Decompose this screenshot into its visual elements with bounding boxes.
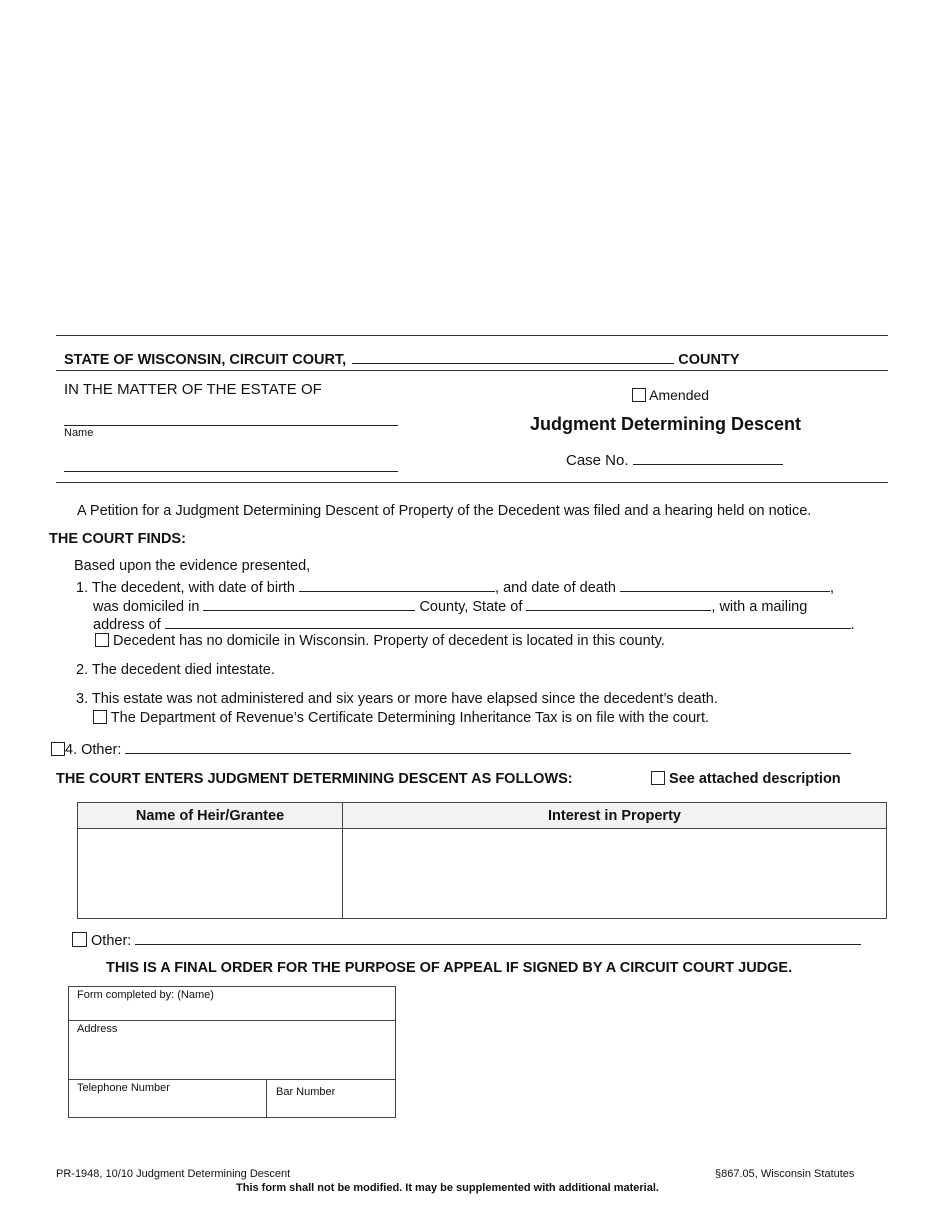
other-finding-field[interactable] <box>125 739 851 754</box>
form-title: Judgment Determining Descent <box>530 414 802 434</box>
other-judgment-label: Other: <box>91 933 132 949</box>
completed-box-divider-1 <box>68 1020 396 1021</box>
interest-header: Interest in Property <box>343 803 887 829</box>
case-no-field[interactable] <box>633 450 783 465</box>
finding-4 <box>51 739 851 758</box>
finding-1-birth-label: 1. The decedent, with date of birth <box>76 580 295 596</box>
finding-1-line-2 <box>93 596 807 615</box>
dor-certificate-label: The Department of Revenue’s Certificate Determining Inheritance Tax is on file with the court. <box>110 710 710 726</box>
bar-number-label: Bar Number <box>276 1086 336 1098</box>
other-finding-checkbox[interactable] <box>51 742 65 756</box>
dor-certificate-option[interactable] <box>93 710 709 726</box>
caption-top-rule <box>56 335 888 336</box>
finding-1-period: . <box>850 617 855 633</box>
decedent-name-field[interactable] <box>64 425 398 426</box>
amended-option[interactable] <box>632 387 709 403</box>
mailing-address-field[interactable] <box>165 614 851 629</box>
other-judgment-field[interactable] <box>135 930 861 945</box>
domicile-county-field[interactable] <box>203 596 415 611</box>
interest-cell[interactable] <box>343 829 887 919</box>
address-of-label: address of <box>93 617 161 633</box>
finding-1-comma: , <box>830 580 835 596</box>
county-name-field[interactable] <box>352 349 674 364</box>
heir-name-header: Name of Heir/Grantee <box>78 803 343 829</box>
domiciled-label: was domiciled in <box>93 599 200 615</box>
finding-1-line-1 <box>76 577 834 596</box>
form-id: PR-1948, 10/10 Judgment Determining Descent <box>56 1168 291 1180</box>
heir-name-cell[interactable] <box>78 829 343 919</box>
no-domicile-label: Decedent has no domicile in Wisconsin. Property of decedent is located in this county. <box>113 633 665 649</box>
amended-checkbox[interactable] <box>632 388 646 402</box>
county-label: COUNTY <box>678 352 740 368</box>
matter-label: IN THE MATTER OF THE ESTATE OF <box>64 381 322 398</box>
telephone-label: Telephone Number <box>77 1082 170 1094</box>
mailing-label: , with a mailing <box>711 599 808 615</box>
statute-reference: §867.05, Wisconsin Statutes <box>715 1168 855 1180</box>
see-attached-checkbox[interactable] <box>651 771 665 785</box>
finding-2: 2. The decedent died intestate. <box>76 662 275 678</box>
based-upon-text: Based upon the evidence presented, <box>74 558 311 574</box>
domicile-state-field[interactable] <box>526 596 711 611</box>
case-number <box>566 450 783 469</box>
see-attached-option[interactable] <box>651 771 841 787</box>
final-order-notice: THIS IS A FINAL ORDER FOR THE PURPOSE OF APPEAL IF SIGNED BY A CIRCUIT COURT JUDGE. <box>106 960 793 976</box>
finding-3: 3. This estate was not administered and six years or more have elapsed since the decedent’s death. <box>76 691 718 707</box>
judgment-heading: THE COURT ENTERS JUDGMENT DETERMINING DESCENT AS FOLLOWS: <box>56 771 573 787</box>
completed-box-divider-2 <box>68 1079 396 1080</box>
court-heading <box>64 349 740 368</box>
caption-mid-rule <box>56 370 888 371</box>
completed-box-divider-3 <box>266 1079 267 1117</box>
petition-text: A Petition for a Judgment Determining Descent of Property of the Decedent was filed and a hearing held on notice. <box>77 503 812 519</box>
see-attached-label: See attached description <box>669 771 841 787</box>
completed-by-label: Form completed by: (Name) <box>77 989 214 1001</box>
table-row <box>78 829 887 919</box>
amended-label: Amended <box>649 387 710 403</box>
finding-4-label: 4. Other: <box>65 742 122 758</box>
date-of-death-field[interactable] <box>620 577 830 592</box>
caption-bottom-rule <box>56 482 888 483</box>
no-domicile-option[interactable] <box>95 633 665 649</box>
modification-notice: This form shall not be modified. It may be supplemented with additional material. <box>236 1182 659 1194</box>
form-completed-box <box>68 986 396 1118</box>
court-finds-heading: THE COURT FINDS: <box>49 531 186 547</box>
dor-certificate-checkbox[interactable] <box>93 710 107 724</box>
heirs-table <box>77 802 887 919</box>
state-court-label: STATE OF WISCONSIN, CIRCUIT COURT, <box>64 352 347 368</box>
finding-1-death-label: , and date of death <box>495 580 616 596</box>
address-label: Address <box>77 1023 118 1035</box>
no-domicile-checkbox[interactable] <box>95 633 109 647</box>
heirs-table-header <box>78 803 887 829</box>
name-label: Name <box>64 427 94 439</box>
date-of-birth-field[interactable] <box>299 577 495 592</box>
county-state-label: County, State of <box>419 599 523 615</box>
case-no-label: Case No. <box>566 452 629 469</box>
finding-1-line-3 <box>93 614 855 633</box>
decedent-name-field-2[interactable] <box>64 471 398 472</box>
other-judgment <box>72 930 861 949</box>
other-judgment-checkbox[interactable] <box>72 932 87 947</box>
